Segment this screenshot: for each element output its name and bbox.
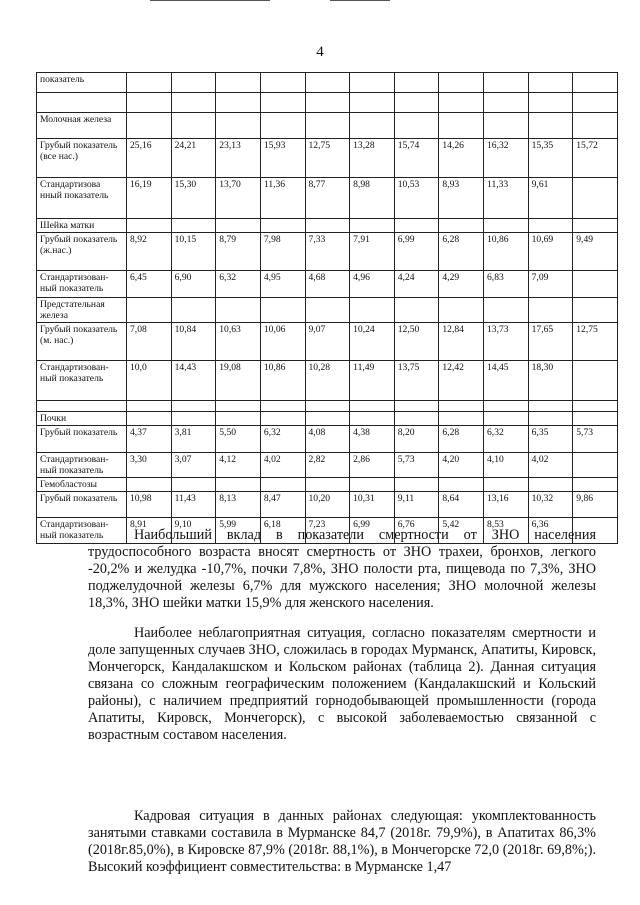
table-cell: 6,35 bbox=[528, 426, 573, 453]
row-label: Стандартизован-ный показатель bbox=[37, 518, 127, 544]
table-cell: 15,30 bbox=[171, 178, 216, 219]
table-cell bbox=[528, 113, 573, 139]
table-cell: 4,68 bbox=[305, 271, 350, 298]
table-cell: 9,61 bbox=[528, 178, 573, 219]
table-cell bbox=[439, 478, 484, 492]
table-cell bbox=[484, 73, 529, 93]
table-cell: 7,98 bbox=[260, 233, 305, 271]
table-cell bbox=[350, 298, 395, 323]
table-cell bbox=[573, 453, 618, 478]
table-cell: 7,23 bbox=[305, 518, 350, 544]
row-label: Грубый показатель bbox=[37, 426, 127, 453]
table-cell: 8,64 bbox=[439, 492, 484, 518]
table-cell bbox=[573, 298, 618, 323]
table-cell bbox=[260, 412, 305, 426]
table-cell: 5,50 bbox=[216, 426, 261, 453]
table-cell bbox=[127, 73, 172, 93]
table-cell: 5,73 bbox=[573, 426, 618, 453]
table-cell: 13,73 bbox=[484, 323, 529, 361]
table-cell bbox=[394, 401, 439, 412]
table-cell: 7,91 bbox=[350, 233, 395, 271]
table-cell: 8,93 bbox=[439, 178, 484, 219]
table-cell bbox=[394, 298, 439, 323]
table-cell bbox=[260, 219, 305, 233]
table-cell bbox=[350, 478, 395, 492]
table-row bbox=[37, 233, 618, 271]
table-cell: 10,24 bbox=[350, 323, 395, 361]
table-row bbox=[37, 453, 618, 478]
table-cell: 6,28 bbox=[439, 233, 484, 271]
table-cell: 4,24 bbox=[394, 271, 439, 298]
table-row bbox=[37, 361, 618, 401]
table-cell: 4,08 bbox=[305, 426, 350, 453]
table-cell: 4,02 bbox=[528, 453, 573, 478]
table-cell bbox=[305, 401, 350, 412]
table-cell: 12,84 bbox=[439, 323, 484, 361]
paragraph-3: Кадровая ситуация в данных районах следующая: укомплектованность занятыми ставками составила в Мурманске 84,7 (2018г. 79,9%), в Апатитах 86,3% (2018г.85,0%), в Кировске 87,9% (2018г. 88,1%), в Мончегорске 72,0 (2018г. 69,8%;). Высокий коэффициент совместительства: в Мурманске 1,47 bbox=[88, 808, 596, 875]
table-cell: 6,28 bbox=[439, 426, 484, 453]
table-row bbox=[37, 492, 618, 518]
paragraph-1: Наибольший вклад в показатели смертности от ЗНО населения трудоспособного возраста вносят смертность от ЗНО трахеи, бронхов, легкого -20,2% и желудка -10,7%, почки 7,8%, ЗНО полости рта, пищевода по 7,3%, ЗНО поджелудочной железы 6,7% для мужского населения; ЗНО молочной железы 18,3%, ЗНО шейки матки 15,9% для женского населения. bbox=[88, 527, 596, 611]
table-cell: 4,02 bbox=[260, 453, 305, 478]
table-cell: 6,76 bbox=[394, 518, 439, 544]
table-cell bbox=[394, 73, 439, 93]
table-cell: 10,32 bbox=[528, 492, 573, 518]
table-cell: 12,50 bbox=[394, 323, 439, 361]
table-cell: 6,90 bbox=[171, 271, 216, 298]
table-cell: 9,10 bbox=[171, 518, 216, 544]
row-label: Грубый показатель (ж.нас.) bbox=[37, 233, 127, 271]
table-cell: 17,65 bbox=[528, 323, 573, 361]
table-cell: 8,79 bbox=[216, 233, 261, 271]
table-cell bbox=[216, 401, 261, 412]
table-cell: 4,10 bbox=[484, 453, 529, 478]
table-cell bbox=[528, 219, 573, 233]
table-cell bbox=[573, 93, 618, 113]
table-cell: 15,35 bbox=[528, 139, 573, 178]
table-cell: 16,19 bbox=[127, 178, 172, 219]
row-label: Грубый показатель bbox=[37, 492, 127, 518]
table-cell: 8,13 bbox=[216, 492, 261, 518]
table-cell bbox=[350, 401, 395, 412]
table-cell: 10,86 bbox=[484, 233, 529, 271]
table-cell: 6,83 bbox=[484, 271, 529, 298]
table-cell bbox=[127, 478, 172, 492]
table-cell bbox=[305, 412, 350, 426]
table-cell: 12,75 bbox=[305, 139, 350, 178]
table-cell bbox=[484, 298, 529, 323]
table-cell bbox=[484, 93, 529, 113]
table-cell: 4,95 bbox=[260, 271, 305, 298]
table-cell: 11,36 bbox=[260, 178, 305, 219]
table-cell bbox=[260, 401, 305, 412]
table-row bbox=[37, 178, 618, 219]
table-cell: 23,13 bbox=[216, 139, 261, 178]
table-cell bbox=[171, 93, 216, 113]
table-cell bbox=[394, 93, 439, 113]
table-cell bbox=[484, 219, 529, 233]
table-cell: 11,49 bbox=[350, 361, 395, 401]
table-cell bbox=[573, 113, 618, 139]
table-cell: 8,77 bbox=[305, 178, 350, 219]
table-cell: 10,15 bbox=[171, 233, 216, 271]
table-cell: 13,75 bbox=[394, 361, 439, 401]
table-row bbox=[37, 323, 618, 361]
table-row bbox=[37, 478, 618, 492]
table-cell bbox=[573, 73, 618, 93]
table-cell: 6,32 bbox=[260, 426, 305, 453]
row-label: Стандартизован-ный показатель bbox=[37, 361, 127, 401]
row-label: Стандартизова нный показатель bbox=[37, 178, 127, 219]
table-row bbox=[37, 93, 618, 113]
table-cell: 14,43 bbox=[171, 361, 216, 401]
table-cell: 24,21 bbox=[171, 139, 216, 178]
row-label bbox=[37, 93, 127, 113]
table-cell bbox=[260, 73, 305, 93]
row-label: Предстательная железа bbox=[37, 298, 127, 323]
row-label bbox=[37, 401, 127, 412]
table-cell bbox=[528, 412, 573, 426]
table-cell bbox=[171, 219, 216, 233]
table-cell bbox=[439, 401, 484, 412]
table-cell: 9,86 bbox=[573, 492, 618, 518]
table-cell bbox=[528, 478, 573, 492]
table-cell bbox=[171, 298, 216, 323]
table-cell bbox=[573, 412, 618, 426]
table-cell: 5,99 bbox=[216, 518, 261, 544]
table-cell: 4,29 bbox=[439, 271, 484, 298]
table-cell bbox=[305, 93, 350, 113]
table-cell bbox=[439, 73, 484, 93]
table-cell bbox=[439, 412, 484, 426]
table-row bbox=[37, 73, 618, 93]
row-label: Шейка матки bbox=[37, 219, 127, 233]
table-cell: 2,86 bbox=[350, 453, 395, 478]
table-cell bbox=[350, 113, 395, 139]
table-cell: 8,20 bbox=[394, 426, 439, 453]
table-cell bbox=[260, 298, 305, 323]
table-cell: 14,45 bbox=[484, 361, 529, 401]
table-cell: 4,38 bbox=[350, 426, 395, 453]
table-cell bbox=[171, 401, 216, 412]
table-cell bbox=[171, 73, 216, 93]
table-cell: 10,20 bbox=[305, 492, 350, 518]
table-cell bbox=[305, 113, 350, 139]
table-cell bbox=[216, 412, 261, 426]
table-cell: 15,93 bbox=[260, 139, 305, 178]
table-cell: 4,12 bbox=[216, 453, 261, 478]
table-cell bbox=[573, 401, 618, 412]
table-cell: 10,28 bbox=[305, 361, 350, 401]
table-cell bbox=[439, 298, 484, 323]
table-cell bbox=[350, 93, 395, 113]
paragraph-2: Наиболее неблагоприятная ситуация, согласно показателям смертности и доле запущенных случаев ЗНО, сложилась в городах Мурманск, Апатиты, Кировск, Мончегорск, Кандалакшском и Кольском районах (таблица 2). Данная ситуация связана со сложным географическим положением (Кандалакшский и Кольский районы), с наличием предприятий горнодобывающей промышленности (города Апатиты, Кировск, Мончегорск), с высокой заболеваемостью связанной с возрастным составом населения. bbox=[88, 625, 596, 743]
table-cell bbox=[528, 73, 573, 93]
table-cell bbox=[439, 113, 484, 139]
table-cell bbox=[394, 219, 439, 233]
table-cell bbox=[394, 412, 439, 426]
statistics-table bbox=[36, 72, 618, 544]
table-cell bbox=[216, 219, 261, 233]
table-cell: 11,33 bbox=[484, 178, 529, 219]
table-cell: 11,43 bbox=[171, 492, 216, 518]
table-cell: 6,18 bbox=[260, 518, 305, 544]
table-cell bbox=[484, 412, 529, 426]
table-cell: 10,0 bbox=[127, 361, 172, 401]
table-cell: 10,31 bbox=[350, 492, 395, 518]
table-cell: 6,32 bbox=[484, 426, 529, 453]
table-cell: 6,99 bbox=[350, 518, 395, 544]
table-cell bbox=[573, 271, 618, 298]
row-label: Стандартизован-ный показатель bbox=[37, 271, 127, 298]
top-rule-left bbox=[150, 0, 270, 1]
table-cell bbox=[216, 73, 261, 93]
row-label: Молочная железа bbox=[37, 113, 127, 139]
table-cell bbox=[171, 113, 216, 139]
table-cell bbox=[573, 478, 618, 492]
table-cell bbox=[305, 73, 350, 93]
table-row bbox=[37, 426, 618, 453]
table-cell bbox=[127, 298, 172, 323]
table-row bbox=[37, 271, 618, 298]
table-cell: 15,72 bbox=[573, 139, 618, 178]
table-cell bbox=[394, 113, 439, 139]
table-cell bbox=[439, 219, 484, 233]
table-cell bbox=[350, 73, 395, 93]
table-cell: 7,08 bbox=[127, 323, 172, 361]
table-cell bbox=[305, 219, 350, 233]
table-cell bbox=[216, 113, 261, 139]
table-cell bbox=[127, 412, 172, 426]
table-cell bbox=[260, 478, 305, 492]
table-cell bbox=[127, 401, 172, 412]
table-cell: 3,81 bbox=[171, 426, 216, 453]
top-rule-right bbox=[330, 0, 390, 1]
row-label: Стандартизован-ный показатель bbox=[37, 453, 127, 478]
table-cell bbox=[216, 93, 261, 113]
table-cell: 10,84 bbox=[171, 323, 216, 361]
table-cell: 9,11 bbox=[394, 492, 439, 518]
table-cell: 4,37 bbox=[127, 426, 172, 453]
table-cell: 10,53 bbox=[394, 178, 439, 219]
table-cell bbox=[573, 361, 618, 401]
table-cell bbox=[573, 178, 618, 219]
table-cell bbox=[260, 113, 305, 139]
table-cell bbox=[528, 93, 573, 113]
table-cell: 12,75 bbox=[573, 323, 618, 361]
table-cell bbox=[171, 478, 216, 492]
table-cell: 10,06 bbox=[260, 323, 305, 361]
table-cell: 12,42 bbox=[439, 361, 484, 401]
table-cell bbox=[484, 401, 529, 412]
table-cell: 5,73 bbox=[394, 453, 439, 478]
table-cell: 6,99 bbox=[394, 233, 439, 271]
table-cell bbox=[394, 478, 439, 492]
page-number: 4 bbox=[316, 44, 324, 60]
table-cell: 6,45 bbox=[127, 271, 172, 298]
table-cell bbox=[216, 478, 261, 492]
table-cell: 25,16 bbox=[127, 139, 172, 178]
table-row bbox=[37, 219, 618, 233]
table-cell: 6,36 bbox=[528, 518, 573, 544]
table-cell: 15,74 bbox=[394, 139, 439, 178]
table-cell: 8,91 bbox=[127, 518, 172, 544]
table-cell: 5,42 bbox=[439, 518, 484, 544]
table-cell bbox=[127, 93, 172, 113]
table-cell: 14,26 bbox=[439, 139, 484, 178]
table-cell: 4,20 bbox=[439, 453, 484, 478]
table-cell bbox=[127, 113, 172, 139]
table-cell bbox=[528, 401, 573, 412]
table-cell: 9,07 bbox=[305, 323, 350, 361]
table-cell: 8,53 bbox=[484, 518, 529, 544]
table-cell: 2,82 bbox=[305, 453, 350, 478]
table-cell bbox=[127, 219, 172, 233]
table-cell bbox=[171, 412, 216, 426]
table-cell bbox=[573, 219, 618, 233]
table-cell: 6,32 bbox=[216, 271, 261, 298]
table-cell bbox=[484, 478, 529, 492]
row-label: Почки bbox=[37, 412, 127, 426]
table-cell bbox=[305, 298, 350, 323]
table-body bbox=[37, 73, 618, 544]
table-row bbox=[37, 412, 618, 426]
table-row bbox=[37, 113, 618, 139]
row-label: показатель bbox=[37, 73, 127, 93]
table-cell bbox=[216, 298, 261, 323]
table-cell bbox=[484, 113, 529, 139]
table-cell: 19,08 bbox=[216, 361, 261, 401]
table-cell: 3,07 bbox=[171, 453, 216, 478]
table-cell: 18,30 bbox=[528, 361, 573, 401]
table-cell bbox=[439, 93, 484, 113]
table-cell: 13,28 bbox=[350, 139, 395, 178]
table-cell: 13,70 bbox=[216, 178, 261, 219]
row-label: Гемобластозы bbox=[37, 478, 127, 492]
table-cell: 3,30 bbox=[127, 453, 172, 478]
table-cell: 8,47 bbox=[260, 492, 305, 518]
table-cell bbox=[260, 93, 305, 113]
table-cell: 9,49 bbox=[573, 233, 618, 271]
table-cell: 10,98 bbox=[127, 492, 172, 518]
table-cell: 4,96 bbox=[350, 271, 395, 298]
table-cell: 10,63 bbox=[216, 323, 261, 361]
table-cell bbox=[350, 219, 395, 233]
table-row bbox=[37, 139, 618, 178]
row-label: Грубый показатель (все нас.) bbox=[37, 139, 127, 178]
table-row bbox=[37, 298, 618, 323]
table-cell bbox=[350, 412, 395, 426]
table-cell: 8,92 bbox=[127, 233, 172, 271]
table-cell: 7,33 bbox=[305, 233, 350, 271]
table-row bbox=[37, 401, 618, 412]
row-label: Грубый показатель (м. нас.) bbox=[37, 323, 127, 361]
table-cell: 8,98 bbox=[350, 178, 395, 219]
table-cell: 7,09 bbox=[528, 271, 573, 298]
table-cell: 16,32 bbox=[484, 139, 529, 178]
table-cell: 10,86 bbox=[260, 361, 305, 401]
table-cell: 13,16 bbox=[484, 492, 529, 518]
table-cell: 10,69 bbox=[528, 233, 573, 271]
table-cell bbox=[305, 478, 350, 492]
table-cell bbox=[528, 298, 573, 323]
